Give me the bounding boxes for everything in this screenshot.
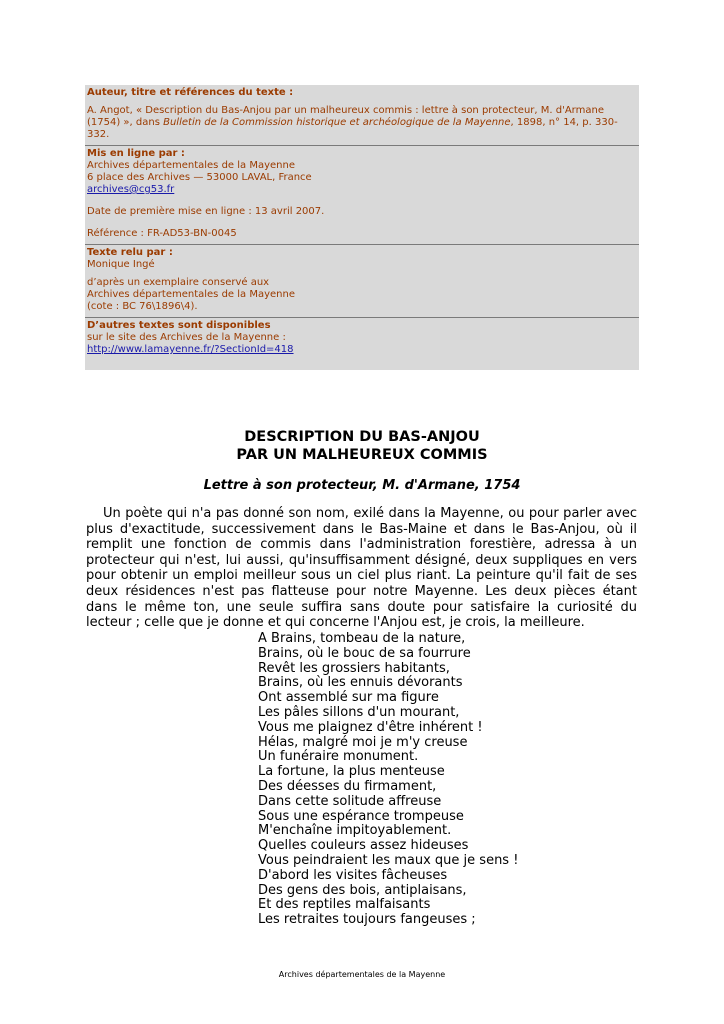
- document-title: [0, 428, 724, 464]
- poem-line: Des déesses du firmament,: [258, 778, 437, 794]
- online-section: [85, 146, 639, 245]
- poem-line: D'abord les visites fâcheuses: [258, 867, 448, 883]
- online-heading: Mis en ligne par :: [87, 148, 185, 159]
- poem-line: Et des reptiles malfaisants: [258, 897, 431, 913]
- title-line-1: DESCRIPTION DU BAS-ANJOU: [244, 429, 480, 445]
- email-link[interactable]: archives@cg53.fr: [87, 184, 175, 195]
- intro-paragraph: Un poète qui n'a pas donné son nom, exilé dans la Mayenne, ou pour parler avec plus d'exactitude, successivement dans le Bas-Maine et dans le Bas-Anjou, où il remplit une fonction de commis dans l'administration forestière, adressa à un protecteur qui n'est, lui aussi, qu'insuffisamment désigné, deux suppliques en vers pour obtenir un emploi meilleur sous un ciel plus riant. La peinture qu'il fait de ses deux résidences n'est pas flatteuse pour notre Mayenne. Les deux pièces étant dans le même ton, une seule suffira sans doute pour satisfaire la curiosité du lecteur ; celle que je donne et qui concerne l'Anjou est, je crois, la meilleure.: [86, 506, 637, 631]
- reread-heading: Texte relu par :: [87, 247, 173, 258]
- reread-name: Monique Ingé: [87, 259, 155, 270]
- poem-line: Vous me plaignez d'être inhérent !: [258, 719, 483, 735]
- online-reference: Référence : FR-AD53-BN-0045: [87, 228, 237, 239]
- online-address: 6 place des Archives — 53000 LAVAL, France: [87, 172, 312, 183]
- online-org: Archives départementales de la Mayenne: [87, 160, 295, 171]
- author-section: [85, 85, 639, 146]
- journal-title: Bulletin de la Commission historique et archéologique de la Mayenne: [163, 117, 511, 128]
- poem-line: Un funéraire monument.: [258, 749, 419, 765]
- poem-line: A Brains, tombeau de la nature,: [258, 631, 466, 646]
- poem-line: Quelles couleurs assez hideuses: [258, 838, 469, 854]
- reread-line-2: Archives départementales de la Mayenne: [87, 289, 295, 300]
- poem-line: Vous peindraient les maux que je sens !: [258, 852, 519, 868]
- poem-line: Des gens des bois, antiplaisans,: [258, 882, 467, 898]
- reference-text: [87, 105, 637, 141]
- poem-line: M'enchaîne impitoyablement.: [258, 823, 452, 839]
- poem-line: La fortune, la plus menteuse: [258, 764, 445, 780]
- poem-line: Brains, où le bouc de sa fourrure: [258, 645, 471, 661]
- title-line-2: PAR UN MALHEUREUX COMMIS: [236, 447, 488, 463]
- reference-prefix: A. Angot, « Description du Bas-Anjou par un malheureux commis : lettre à son protecteur, M. d'Armane (1754) », dans: [87, 105, 604, 128]
- page-footer: Archives départementales de la Mayenne: [278, 970, 446, 979]
- author-heading: Auteur, titre et références du texte :: [87, 87, 294, 98]
- reread-line-3: (cote : BC 76\1896\4).: [87, 301, 198, 312]
- online-date: Date de première mise en ligne : 13 avril 2007.: [87, 206, 325, 217]
- poem-line: Les pâles sillons d'un mourant,: [258, 704, 460, 720]
- reference-suffix: , 1898, n° 14, p. 330-332.: [87, 117, 618, 140]
- reread-line-1: d’après un exemplaire conservé aux: [87, 277, 270, 288]
- poem-line: Ont assemblé sur ma figure: [258, 690, 439, 706]
- poem-line: Revêt les grossiers habitants,: [258, 660, 450, 676]
- metadata-box: [85, 85, 639, 370]
- document-subtitle: Lettre à son protecteur, M. d'Armane, 1754: [203, 478, 521, 493]
- poem: [258, 632, 518, 928]
- intro-paragraph-block: [86, 506, 637, 631]
- reread-section: [85, 245, 639, 318]
- other-texts-heading: D’autres textes sont disponibles: [87, 320, 271, 331]
- poem-line: Hélas, malgré moi je m'y creuse: [258, 734, 468, 750]
- poem-line: Brains, où les ennuis dévorants: [258, 675, 463, 691]
- poem-line: Dans cette solitude affreuse: [258, 793, 442, 809]
- site-link[interactable]: http://www.lamayenne.fr/?SectionId=418: [87, 344, 294, 355]
- poem-line: Les retraites toujours fangeuses ;: [258, 912, 476, 928]
- other-texts-section: [85, 318, 639, 370]
- poem-line: Sous une espérance trompeuse: [258, 808, 464, 824]
- other-texts-line: sur le site des Archives de la Mayenne :: [87, 332, 286, 343]
